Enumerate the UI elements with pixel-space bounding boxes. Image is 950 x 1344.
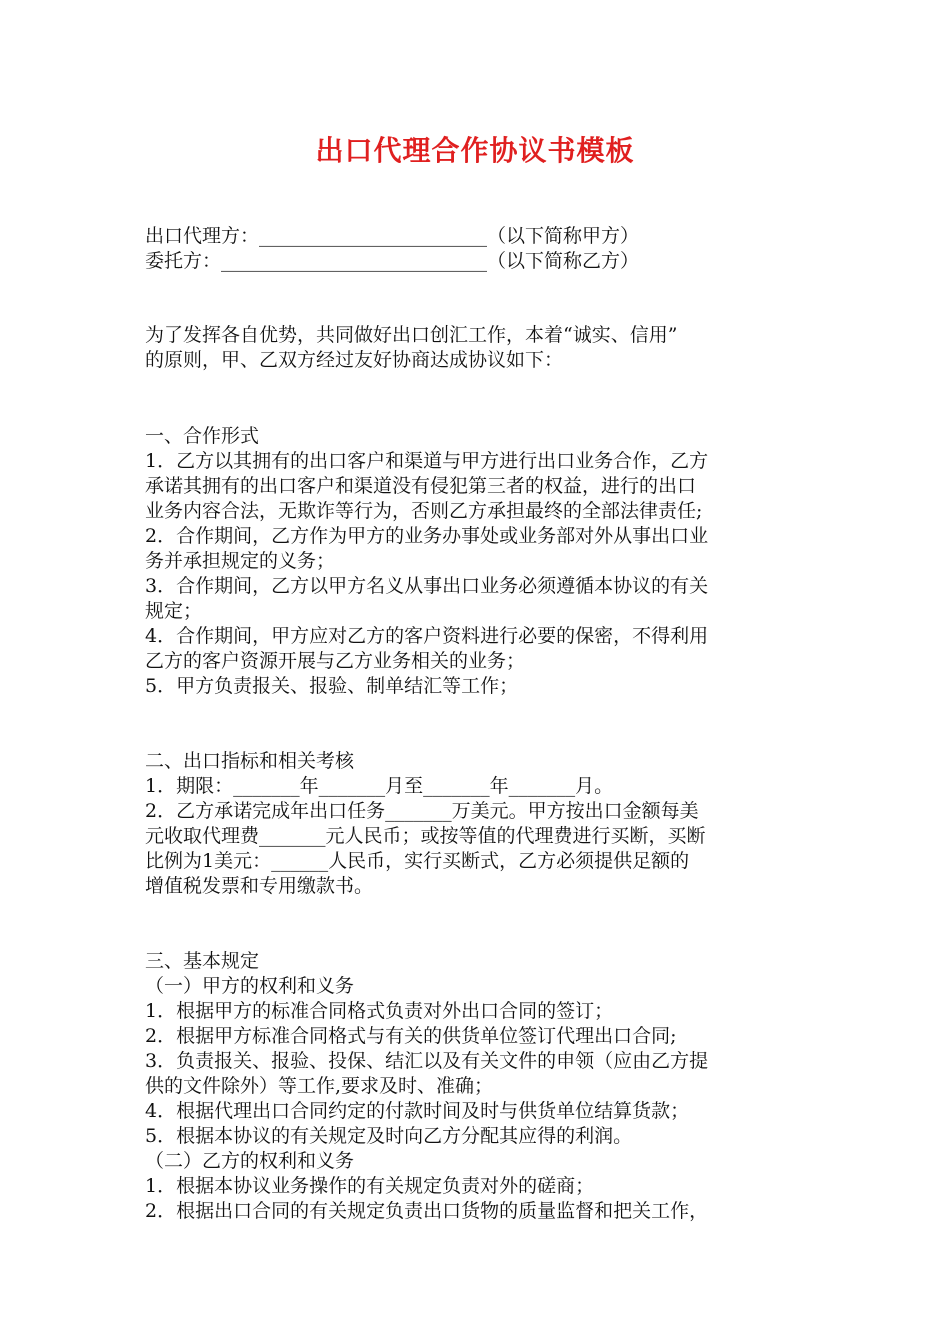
section-line: 5．根据本协议的有关规定及时向乙方分配其应得的利润。 xyxy=(145,1125,633,1147)
intro-line: 为了发挥各自优势，共同做好出口创汇工作，本着“诚实、信用” xyxy=(145,324,678,346)
section-heading: 二、出口指标和相关考核 xyxy=(145,750,355,772)
section-line: 1．根据本协议业务操作的有关规定负责对外的磋商； xyxy=(145,1175,595,1197)
section-line: 4．合作期间，甲方应对乙方的客户资料进行必要的保密，不得利用 xyxy=(145,625,709,647)
section-heading: 三、基本规定 xyxy=(145,950,260,972)
party-b-line: 委托方：____________________________（以下简称乙方） xyxy=(145,250,640,272)
section-line: 1．期限：_______年_______月至_______年_______月。 xyxy=(145,775,614,797)
section-line: 乙方的客户资源开展与乙方业务相关的业务； xyxy=(145,650,526,672)
section-basic-rules xyxy=(145,949,708,1224)
section-line: 2．根据出口合同的有关规定负责出口货物的质量监督和把关工作， xyxy=(145,1200,709,1222)
section-line: 供的文件除外）等工作,要求及时、准确； xyxy=(145,1075,494,1097)
document-title: 出口代理合作协议书模板 xyxy=(315,134,635,167)
section-line: 5．甲方负责报关、报验、制单结汇等工作； xyxy=(145,675,519,697)
section-line: 2．乙方承诺完成年出口任务_______万美元。甲方按出口金额每美 xyxy=(145,800,699,822)
section-cooperation-form xyxy=(145,424,708,699)
section-export-targets xyxy=(145,749,706,899)
section-line: 1．根据甲方的标准合同格式负责对外出口合同的签订； xyxy=(145,1000,614,1022)
section-line: 2．合作期间，乙方作为甲方的业务办事处或业务部对外从事出口业 xyxy=(145,525,709,547)
section-heading: 一、合作形式 xyxy=(145,425,260,447)
section-line: 规定； xyxy=(145,600,203,622)
subsection-heading: （二）乙方的权利和义务 xyxy=(145,1150,355,1172)
intro-paragraph xyxy=(145,323,677,373)
section-line: 1．乙方以其拥有的出口客户和渠道与甲方进行出口业务合作，乙方 xyxy=(145,450,709,472)
intro-line: 的原则，甲、乙双方经过友好协商达成协议如下： xyxy=(145,349,564,371)
subsection-heading: （一）甲方的权利和义务 xyxy=(145,975,355,997)
section-line: 2．根据甲方标准合同格式与有关的供货单位签订代理出口合同; xyxy=(145,1025,677,1047)
section-line: 3．负责报关、报验、投保、结汇以及有关文件的申领（应由乙方提 xyxy=(145,1050,709,1072)
section-line: 4．根据代理出口合同约定的付款时间及时与供货单位结算货款； xyxy=(145,1100,690,1122)
section-line: 元收取代理费_______元人民币；或按等值的代理费进行买断，买断 xyxy=(145,825,706,847)
section-line: 承诺其拥有的出口客户和渠道没有侵犯第三者的权益，进行的出口 xyxy=(145,475,697,497)
section-line: 业务内容合法，无欺诈等行为，否则乙方承担最终的全部法律责任; xyxy=(145,500,703,522)
party-a-line: 出口代理方：________________________（以下简称甲方） xyxy=(145,225,640,247)
parties-block xyxy=(145,224,639,274)
section-line: 务并承担规定的义务； xyxy=(145,550,336,572)
section-line: 增值税发票和专用缴款书。 xyxy=(145,875,374,897)
section-line: 比例为1美元：______人民币，实行买断式，乙方必须提供足额的 xyxy=(145,850,690,872)
section-line: 3．合作期间，乙方以甲方名义从事出口业务必须遵循本协议的有关 xyxy=(145,575,709,597)
